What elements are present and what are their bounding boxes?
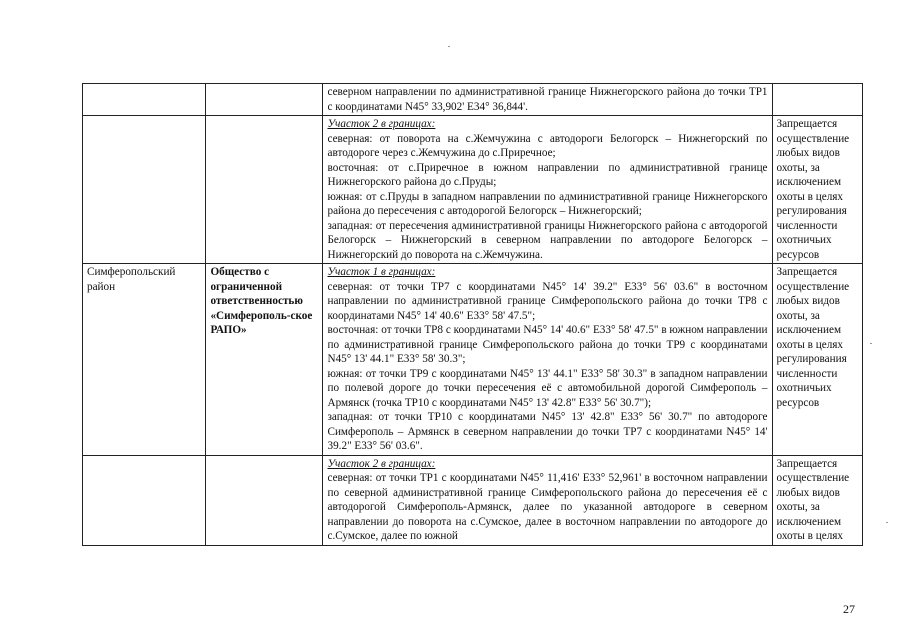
boundary-description-cell bbox=[323, 116, 772, 264]
district-cell bbox=[83, 455, 206, 545]
boundary-line: северном направлении по административной границе Нижнегорского района до точки ТР1 с координатами N45° 33,902' E34° 36,844'. bbox=[327, 86, 768, 113]
boundary-line: северная: от поворота на с.Жемчужина с автодороги Белогорск – Нижнегорский по автодороге через с.Жемчужина до с.Приречное; bbox=[327, 132, 768, 159]
scan-speck bbox=[870, 343, 872, 344]
table-row bbox=[83, 116, 863, 264]
boundary-description-cell bbox=[323, 84, 772, 116]
organization-cell bbox=[206, 84, 323, 116]
organization-cell: Общество с ограниченной ответственностью «Симферополь-ское РАПО» bbox=[206, 264, 323, 456]
section-title: Участок 1 в границах: bbox=[327, 266, 436, 278]
section-title: Участок 2 в границах: bbox=[327, 118, 436, 130]
boundary-line: южная: от с.Пруды в западном направлении по административной границе Нижнегорского района до пересечения с автодорогой Белогорск – Нижнегорский; bbox=[327, 190, 768, 217]
restriction-cell: Запрещается осуществление любых видов охоты, за исключением охоты в целях регулирования численности охотничьих ресурсов bbox=[772, 116, 862, 264]
organization-cell bbox=[206, 455, 323, 545]
boundary-line: западная: от пересечения административной границы Нижнегорского района с автодорогой Белогорск – Нижнегорский в северном направлении по автодороге Белогорск – Нижнегорский до поворота на с.Жемчужина. bbox=[327, 219, 768, 261]
boundary-description-cell bbox=[323, 455, 772, 545]
boundary-line: северная: от точки ТР1 с координатами N45° 11,416' E33° 52,961' в восточном направлении по северной административной границе Симферопольского района до пересечения её с автодорогой Симферополь-Армянск, далее по указанной автодороге в северном направлении до поворота на с.Сумское, далее в восточном направлении по автодороге до с.Сумское, далее по южной bbox=[327, 472, 768, 542]
page-number: 27 bbox=[843, 602, 855, 616]
regulation-table bbox=[82, 83, 863, 546]
restriction-cell: Запрещается осуществление любых видов охоты, за исключением охоты в целях регулирования численности охотничьих ресурсов bbox=[772, 264, 862, 456]
section-title: Участок 2 в границах: bbox=[327, 457, 436, 470]
table-row bbox=[83, 455, 863, 545]
boundary-line: восточная: от с.Приречное в южном направлении по административной границе Нижнегорского района до с.Пруды; bbox=[327, 161, 768, 188]
district-cell: Симферопольский район bbox=[83, 264, 206, 456]
boundary-line: восточная: от точки ТР8 с координатами N45° 14' 40.6" E33° 58' 47.5" в южном направлении по административной границе Симферопольского района до точки ТР9 с координатами N45° 13' 44.1" E33° 58' 30.3"; bbox=[327, 324, 768, 365]
boundary-line: западная: от точки ТР10 с координатами N45° 13' 42.8" E33° 56' 30.7" по автодороге Симферополь – Армянск в северном направлении до точки ТР7 с координатами N45° 14' 39.2" E33° 56' 03.6". bbox=[327, 411, 768, 452]
scan-speck bbox=[886, 522, 888, 523]
boundary-description-cell bbox=[323, 264, 772, 456]
table-row bbox=[83, 84, 863, 116]
restriction-cell bbox=[772, 84, 862, 116]
district-cell bbox=[83, 84, 206, 116]
boundary-line: южная: от точки ТР9 с координатами N45° 13' 44.1" E33° 58' 30.3" в западном направлении по полевой дороге до точки пересечения её с автомобильной дорогой Симферополь – Армянск (точка ТР10 с координатами N45° 13' 42.8" E33° 56' 30.7"); bbox=[327, 367, 768, 409]
restriction-cell: Запрещается осуществление любых видов охоты, за исключением охоты в целях bbox=[772, 455, 862, 545]
table-row bbox=[83, 264, 863, 456]
boundary-line: северная: от точки ТР7 с координатами N45° 14' 39.2" E33° 56' 03.6" в восточном направлении по административной границе Симферопольского района до точки ТР8 с координатами N45° 14' 40.6" E33° 58' 47.5"; bbox=[327, 280, 768, 322]
scan-speck bbox=[448, 46, 450, 47]
organization-cell bbox=[206, 116, 323, 264]
district-cell bbox=[83, 116, 206, 264]
